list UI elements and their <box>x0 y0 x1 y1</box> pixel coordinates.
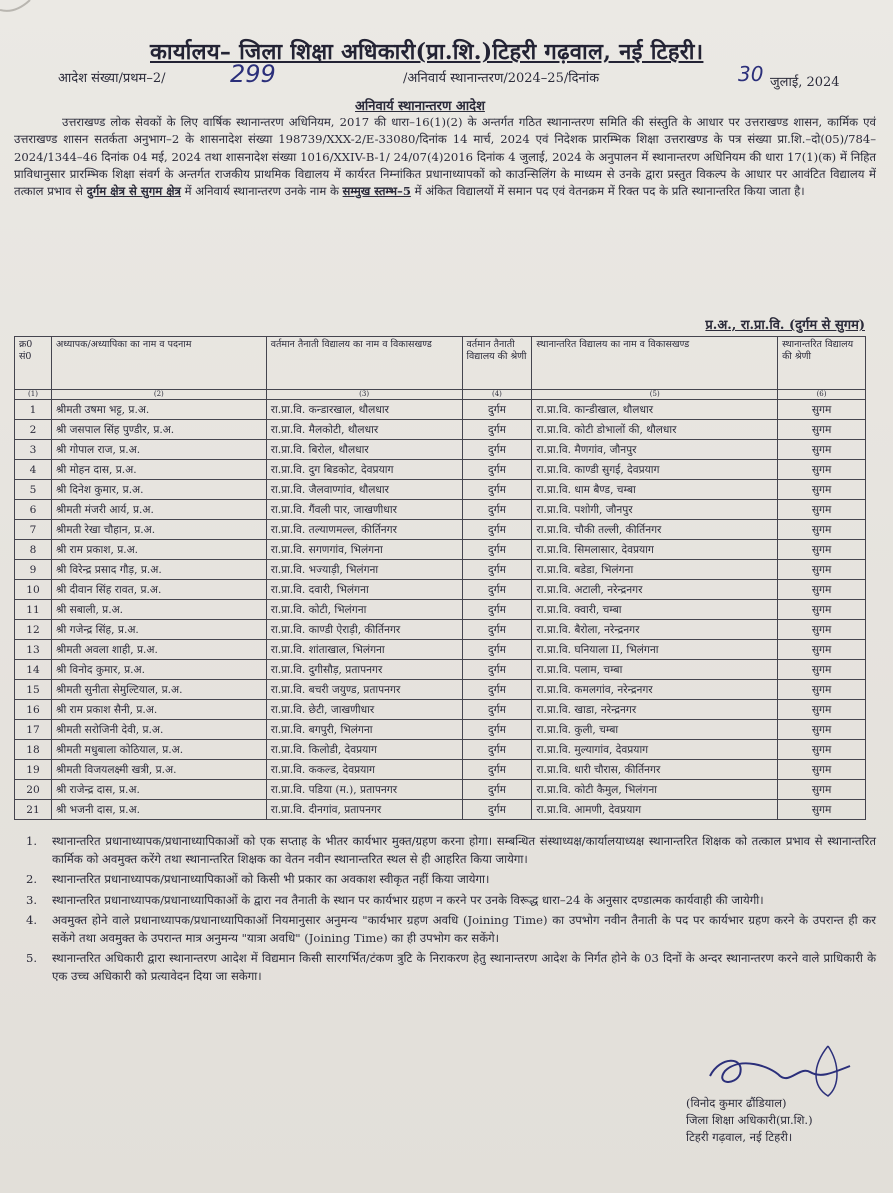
row-current-category: दुर्गम <box>462 800 532 820</box>
note-text: स्थानान्तरित अधिकारी द्वारा स्थानान्तरण आदेश में विद्यमान किसी सारगर्भित/टंकण त्रुटि के निराकरण हेतु स्थानान्तरण आदेश के निर्गत होने के 03 दिनों के अन्दर स्थानान्तरण करने वाले प्राधिकारी के एक उच्च अधिकारी को प्रत्यावेदन दिया जा सकेगा। <box>52 951 876 983</box>
row-sn: 8 <box>15 540 52 560</box>
row-current-school: रा.प्रा.वि. कन्डारखाल, थौलधार <box>266 400 462 420</box>
index-cell: (2) <box>51 390 266 400</box>
row-new-category: सुगम <box>778 480 866 500</box>
row-sn: 10 <box>15 580 52 600</box>
row-new-category: सुगम <box>778 620 866 640</box>
row-new-category: सुगम <box>778 760 866 780</box>
row-teacher-name: श्री मोहन दास, प्र.अ. <box>51 460 266 480</box>
row-teacher-name: श्रीमती अवला शाही, प्र.अ. <box>51 640 266 660</box>
row-new-category: सुगम <box>778 400 866 420</box>
row-new-category: सुगम <box>778 680 866 700</box>
table-row <box>15 720 866 740</box>
row-current-category: दुर्गम <box>462 420 532 440</box>
paper-crease <box>0 0 40 40</box>
table-row <box>15 620 866 640</box>
note-text: स्थानान्तरित प्रधानाध्यापक/प्रधानाध्यापिकाओं के द्वारा नव तैनाती के स्थान पर कार्यभार ग्रहण न करने पर उनके विरूद्ध धारा–24 के अनुसार दण्डात्मक कार्यवाही की जायेगी। <box>52 892 764 907</box>
row-teacher-name: श्री दिनेश कुमार, प्र.अ. <box>51 480 266 500</box>
row-current-category: दुर्गम <box>462 760 532 780</box>
row-new-school: रा.प्रा.वि. क्वारी, चम्बा <box>532 600 778 620</box>
row-new-category: सुगम <box>778 800 866 820</box>
row-sn: 20 <box>15 780 52 800</box>
row-current-category: दुर्गम <box>462 480 532 500</box>
header-new-category: स्थानान्तरित विद्यालय की श्रेणी <box>778 337 866 390</box>
note-number: 3. <box>26 892 38 907</box>
note-item <box>14 892 876 910</box>
note-text: अवमुक्त होने वाले प्रधानाध्यापक/प्रधानाध्यापिकाओं नियमानुसार अनुमन्य "कार्यभार ग्रहण अवधि (Joining Time) का उपभोग नवीन तैनाती के पद पर कार्यभार ग्रहण करने के उपरान्त ही कर सकेंगे तथा अवमुक्त के उपरान्त मात्र अनुमन्य "यात्रा अवधि" (Joining Time) का ही उपभोग कर सकेंगे। <box>52 913 876 945</box>
row-new-school: रा.प्रा.वि. बडेडा, भिलंगना <box>532 560 778 580</box>
row-new-category: सुगम <box>778 740 866 760</box>
row-current-category: दुर्गम <box>462 520 532 540</box>
row-teacher-name: श्रीमती मधुबाला कोठियाल, प्र.अ. <box>51 740 266 760</box>
para-bold-2: सम्मुख स्तम्भ–5 <box>342 184 411 199</box>
row-current-category: दुर्गम <box>462 460 532 480</box>
row-new-category: सुगम <box>778 660 866 680</box>
office-title: कार्यालय– जिला शिक्षा अधिकारी(प्रा.शि.)टिहरी गढ़वाल, नई टिहरी। <box>150 39 704 65</box>
row-teacher-name: श्रीमती सरोजिनी देवी, प्र.अ. <box>51 720 266 740</box>
row-teacher-name: श्रीमती उषमा भट्ट, प्र.अ. <box>51 400 266 420</box>
row-current-category: दुर्गम <box>462 540 532 560</box>
row-current-school: रा.प्रा.वि. पडिया (म.), प्रतापनगर <box>266 780 462 800</box>
row-current-category: दुर्गम <box>462 720 532 740</box>
header-current-school: वर्तमान तैनाती विद्यालय का नाम व विकासखण्ड <box>266 337 462 390</box>
row-new-category: सुगम <box>778 520 866 540</box>
row-current-school: रा.प्रा.वि. जैलवाण्गांव, थौलधार <box>266 480 462 500</box>
order-subhead: अनिवार्य स्थानान्तरण आदेश <box>355 99 485 114</box>
signatory-name: (विनोद कुमार ढौंडियाल) <box>686 1096 787 1110</box>
row-teacher-name: श्री जसपाल सिंह पुण्डीर, प्र.अ. <box>51 420 266 440</box>
table-body <box>15 390 866 820</box>
row-new-school: रा.प्रा.वि. चौकी तल्ली, कीर्तिनगर <box>532 520 778 540</box>
row-new-school: रा.प्रा.वि. आमणी, देवप्रयाग <box>532 800 778 820</box>
row-current-category: दुर्गम <box>462 500 532 520</box>
table-index-row <box>15 390 866 400</box>
row-new-school: रा.प्रा.वि. मुल्यागांव, देवप्रयाग <box>532 740 778 760</box>
row-current-category: दुर्गम <box>462 620 532 640</box>
table-row <box>15 580 866 600</box>
row-new-school: रा.प्रा.वि. अटाली, नरेन्द्रनगर <box>532 580 778 600</box>
row-sn: 7 <box>15 520 52 540</box>
note-number: 2. <box>26 872 38 886</box>
row-current-category: दुर्गम <box>462 740 532 760</box>
row-new-school: रा.प्रा.वि. मैणगांव, जौनपुर <box>532 440 778 460</box>
row-new-school: रा.प्रा.वि. खाडा, नरेन्द्रनगर <box>532 700 778 720</box>
notes-list <box>14 833 876 988</box>
note-number: 4. <box>26 913 38 927</box>
order-prefix: आदेश संख्या/प्रथम–2/ <box>58 71 166 86</box>
row-new-category: सुगम <box>778 500 866 520</box>
table-row <box>15 460 866 480</box>
row-current-school: रा.प्रा.वि. दीनगांव, प्रतापनगर <box>266 800 462 820</box>
table-header-row <box>15 337 866 390</box>
row-new-school: रा.प्रा.वि. बैरोला, नरेन्द्रनगर <box>532 620 778 640</box>
table-caption: प्र.अ., रा.प्रा.वि. (दुर्गम से सुगम) <box>705 318 865 333</box>
row-current-school: रा.प्रा.वि. सगणगांव, भिलंगना <box>266 540 462 560</box>
row-current-school: रा.प्रा.वि. दवारी, भिलंगना <box>266 580 462 600</box>
row-current-school: रा.प्रा.वि. बचरी जयुण्ड, प्रतापनगर <box>266 680 462 700</box>
note-item <box>14 871 876 889</box>
transfer-table <box>14 336 866 820</box>
table-row <box>15 500 866 520</box>
note-text: स्थानान्तरित प्रधानाध्यापक/प्रधानाध्यापिकाओं को एक सप्ताह के भीतर कार्यभार मुक्त/ग्रहण करना होगा। सम्बन्धित संस्थाध्यक्ष/कार्यालयाध्यक्ष स्थानान्तरित शिक्षक को तत्काल प्रभाव से स्थानान्तरित कार्मिक को अवमुक्त करेंगे तथा स्थानान्तरित शिक्षक का वेतन नवीन स्थानान्तरित स्थल से ही आहरित किया जायेगा। <box>52 834 876 866</box>
row-teacher-name: श्री राम प्रकाश, प्र.अ. <box>51 540 266 560</box>
row-current-category: दुर्गम <box>462 680 532 700</box>
row-new-school: रा.प्रा.वि. पशोगी, जौनपुर <box>532 500 778 520</box>
row-sn: 16 <box>15 700 52 720</box>
row-current-category: दुर्गम <box>462 640 532 660</box>
row-sn: 1 <box>15 400 52 420</box>
table-row <box>15 700 866 720</box>
index-cell: (5) <box>532 390 778 400</box>
row-teacher-name: श्रीमती सुनीता सेमुल्टियाल, प्र.अ. <box>51 680 266 700</box>
row-new-school: रा.प्रा.वि. पलाम, चम्बा <box>532 660 778 680</box>
row-teacher-name: श्रीमती विजयलक्ष्मी खत्री, प्र.अ. <box>51 760 266 780</box>
row-sn: 13 <box>15 640 52 660</box>
row-current-school: रा.प्रा.वि. भज्याड़ी, भिलंगना <box>266 560 462 580</box>
row-current-school: रा.प्रा.वि. बगपुरी, भिलंगना <box>266 720 462 740</box>
row-new-category: सुगम <box>778 580 866 600</box>
note-item <box>14 950 876 985</box>
index-cell: (4) <box>462 390 532 400</box>
row-sn: 6 <box>15 500 52 520</box>
row-new-category: सुगम <box>778 640 866 660</box>
row-current-category: दुर्गम <box>462 780 532 800</box>
row-new-school: रा.प्रा.वि. धारी चौरास, कीर्तिनगर <box>532 760 778 780</box>
row-current-school: रा.प्रा.वि. दुग बिडकोट, देवप्रयाग <box>266 460 462 480</box>
row-current-school: रा.प्रा.वि. शांताखाल, भिलंगना <box>266 640 462 660</box>
row-sn: 17 <box>15 720 52 740</box>
row-teacher-name: श्री राम प्रकाश सैनी, प्र.अ. <box>51 700 266 720</box>
row-current-school: रा.प्रा.वि. किलोडी, देवप्रयाग <box>266 740 462 760</box>
row-teacher-name: श्री विनोद कुमार, प्र.अ. <box>51 660 266 680</box>
signatory-designation: जिला शिक्षा अधिकारी(प्रा.शि.) <box>686 1113 813 1127</box>
row-teacher-name: श्रीमती रेखा चौहान, प्र.अ. <box>51 520 266 540</box>
row-new-category: सुगम <box>778 560 866 580</box>
para-start: उत्तराखण्ड लोक सेवकों के लिए वार्षिक स्थानान्तरण अधिनियम, 2017 की धारा–16(1)(2) के अन्तर्गत गठित स्थानान्तरण समिति की संस्तुति के आधार पर उत्तराखण्ड शासन, कार्मिक एवं उत्तराखण्ड शासन सतर्कता अनुभाग–2 के शासनादेश संख्या 198739/XXX-2/E-33080/दिनांक 14 मार्च, 2024 एवं निदेशक प्रारम्भिक शिक्षा उत्तराखण्ड के पत्र संख्या प्रा.शि.–दो(05)/784–2024/1344–46 दिनांक 04 मई, 2024 तथा शासनादेश संख्या 1016/XXIV-B-1/ 24/07(4)2016 दिनांक 4 जुलाई, 2024 के अनुपालन में स्थानान्तरण अधिनियम की धारा 17(1)(क) में निहित प्राविधानुसार प्रारम्भिक शिक्षा संवर्ग के अन्तर्गत राजकीय प्राथमिक विद्यालय में कार्यरत निम्नांकित प्रधानाध्यापकों को काउन्सिलिंग के माध्यम से उनके द्वारा प्रस्तुत विकल्प के आधार पर आवंटित विद्यालय में तत्काल प्रभाव से <box>14 115 876 199</box>
header-current-category: वर्तमान तैनाती विद्यालय की श्रेणी <box>462 337 532 390</box>
table-row <box>15 680 866 700</box>
row-current-category: दुर्गम <box>462 560 532 580</box>
note-number: 1. <box>26 834 38 848</box>
row-teacher-name: श्री राजेन्द्र दास, प्र.अ. <box>51 780 266 800</box>
row-sn: 15 <box>15 680 52 700</box>
row-current-school: रा.प्रा.वि. तल्याणमल्ल, कीर्तिनगर <box>266 520 462 540</box>
row-current-category: दुर्गम <box>462 440 532 460</box>
row-new-school: रा.प्रा.वि. कुली, चम्बा <box>532 720 778 740</box>
signature-block <box>686 1095 876 1146</box>
row-new-school: रा.प्रा.वि. काण्डी सुगई, देवप्रयाग <box>532 460 778 480</box>
row-current-category: दुर्गम <box>462 660 532 680</box>
row-current-school: रा.प्रा.वि. काण्डी ऐराड़ी, कीर्तिनगर <box>266 620 462 640</box>
note-item <box>14 833 876 868</box>
row-sn: 3 <box>15 440 52 460</box>
row-new-category: सुगम <box>778 600 866 620</box>
row-sn: 14 <box>15 660 52 680</box>
row-new-school: रा.प्रा.वि. कान्डीखाल, थौलधार <box>532 400 778 420</box>
header-name: अध्यापक/अध्यापिका का नाम व पदनाम <box>51 337 266 390</box>
row-new-category: सुगम <box>778 720 866 740</box>
row-new-school: रा.प्रा.वि. घनियाला II, भिलंगना <box>532 640 778 660</box>
row-sn: 2 <box>15 420 52 440</box>
index-cell: (1) <box>15 390 52 400</box>
row-new-school: रा.प्रा.वि. कोटी कैमुल, भिलंगना <box>532 780 778 800</box>
para-end: में अंकित विद्यालयों में समान पद एवं वेतनक्रम में रिक्त पद के प्रति स्थानान्तरित किया जाता है। <box>414 184 805 199</box>
row-current-school: रा.प्रा.वि. छेटी, जाखणीधार <box>266 700 462 720</box>
row-sn: 21 <box>15 800 52 820</box>
order-paragraph <box>14 114 876 200</box>
table-row <box>15 420 866 440</box>
table-row <box>15 560 866 580</box>
row-new-school: रा.प्रा.वि. धाम बैण्ड, चम्बा <box>532 480 778 500</box>
table-row <box>15 760 866 780</box>
table-row <box>15 780 866 800</box>
row-current-category: दुर्गम <box>462 700 532 720</box>
row-teacher-name: श्री भजनी दास, प्र.अ. <box>51 800 266 820</box>
header-sn: क्र0 सं0 <box>15 337 52 390</box>
table-row <box>15 480 866 500</box>
row-new-category: सुगम <box>778 420 866 440</box>
row-sn: 18 <box>15 740 52 760</box>
note-text: स्थानान्तरित प्रधानाध्यापक/प्रधानाध्यापिकाओं को किसी भी प्रकार का अवकाश स्वीकृत नहीं किया जायेगा। <box>52 872 490 886</box>
row-current-category: दुर्गम <box>462 580 532 600</box>
row-teacher-name: श्री दीवान सिंह रावत, प्र.अ. <box>51 580 266 600</box>
row-teacher-name: श्रीमती मंजरी आर्य, प्र.अ. <box>51 500 266 520</box>
order-day-handwritten: 30 <box>738 62 764 86</box>
row-current-category: दुर्गम <box>462 400 532 420</box>
note-number: 5. <box>26 951 38 965</box>
row-current-school: रा.प्रा.वि. ककल्ड, देवप्रयाग <box>266 760 462 780</box>
para-bold-1: दुर्गम क्षेत्र से सुगम क्षेत्र <box>86 184 181 199</box>
row-new-category: सुगम <box>778 780 866 800</box>
table-row <box>15 520 866 540</box>
order-month: जुलाई, 2024 <box>770 75 840 90</box>
row-current-school: रा.प्रा.वि. दुगीसौड़, प्रतापनगर <box>266 660 462 680</box>
note-item <box>14 912 876 947</box>
table-row <box>15 800 866 820</box>
row-current-school: रा.प्रा.वि. कोटी, भिलंगना <box>266 600 462 620</box>
row-new-category: सुगम <box>778 440 866 460</box>
row-teacher-name: श्री गजेन्द्र सिंह, प्र.अ. <box>51 620 266 640</box>
row-teacher-name: श्री विरेन्द्र प्रसाद गौड़, प्र.अ. <box>51 560 266 580</box>
order-number-handwritten: 299 <box>230 60 276 88</box>
row-new-category: सुगम <box>778 540 866 560</box>
row-current-school: रा.प्रा.वि. गैंवली पार, जाखणीधार <box>266 500 462 520</box>
row-current-category: दुर्गम <box>462 600 532 620</box>
row-sn: 19 <box>15 760 52 780</box>
row-teacher-name: श्री गोपाल राज, प्र.अ. <box>51 440 266 460</box>
order-line <box>58 60 858 98</box>
row-new-school: रा.प्रा.वि. कमलगांव, नरेन्द्रनगर <box>532 680 778 700</box>
index-cell: (6) <box>778 390 866 400</box>
row-sn: 5 <box>15 480 52 500</box>
table-row <box>15 400 866 420</box>
row-new-category: सुगम <box>778 460 866 480</box>
row-current-school: रा.प्रा.वि. मैलकोटी, थौलधार <box>266 420 462 440</box>
table-row <box>15 640 866 660</box>
table-row <box>15 600 866 620</box>
row-sn: 11 <box>15 600 52 620</box>
table-row <box>15 540 866 560</box>
row-new-school: रा.प्रा.वि. सिमलासार, देवप्रयाग <box>532 540 778 560</box>
order-mid: /अनिवार्य स्थानान्तरण/2024–25/दिनांक <box>403 71 600 86</box>
table-row <box>15 440 866 460</box>
row-teacher-name: श्री सबाली, प्र.अ. <box>51 600 266 620</box>
table-row <box>15 660 866 680</box>
index-cell: (3) <box>266 390 462 400</box>
table-row <box>15 740 866 760</box>
row-sn: 9 <box>15 560 52 580</box>
row-sn: 4 <box>15 460 52 480</box>
para-mid: में अनिवार्य स्थानान्तरण उनके नाम के <box>184 184 339 199</box>
header-new-school: स्थानान्तरित विद्यालय का नाम व विकासखण्ड <box>532 337 778 390</box>
row-current-school: रा.प्रा.वि. बिरोल, थौलधार <box>266 440 462 460</box>
row-sn: 12 <box>15 620 52 640</box>
row-new-category: सुगम <box>778 700 866 720</box>
signatory-place: टिहरी गढ़वाल, नई टिहरी। <box>686 1130 793 1144</box>
row-new-school: रा.प्रा.वि. कोटी डोभालों की, थौलधार <box>532 420 778 440</box>
